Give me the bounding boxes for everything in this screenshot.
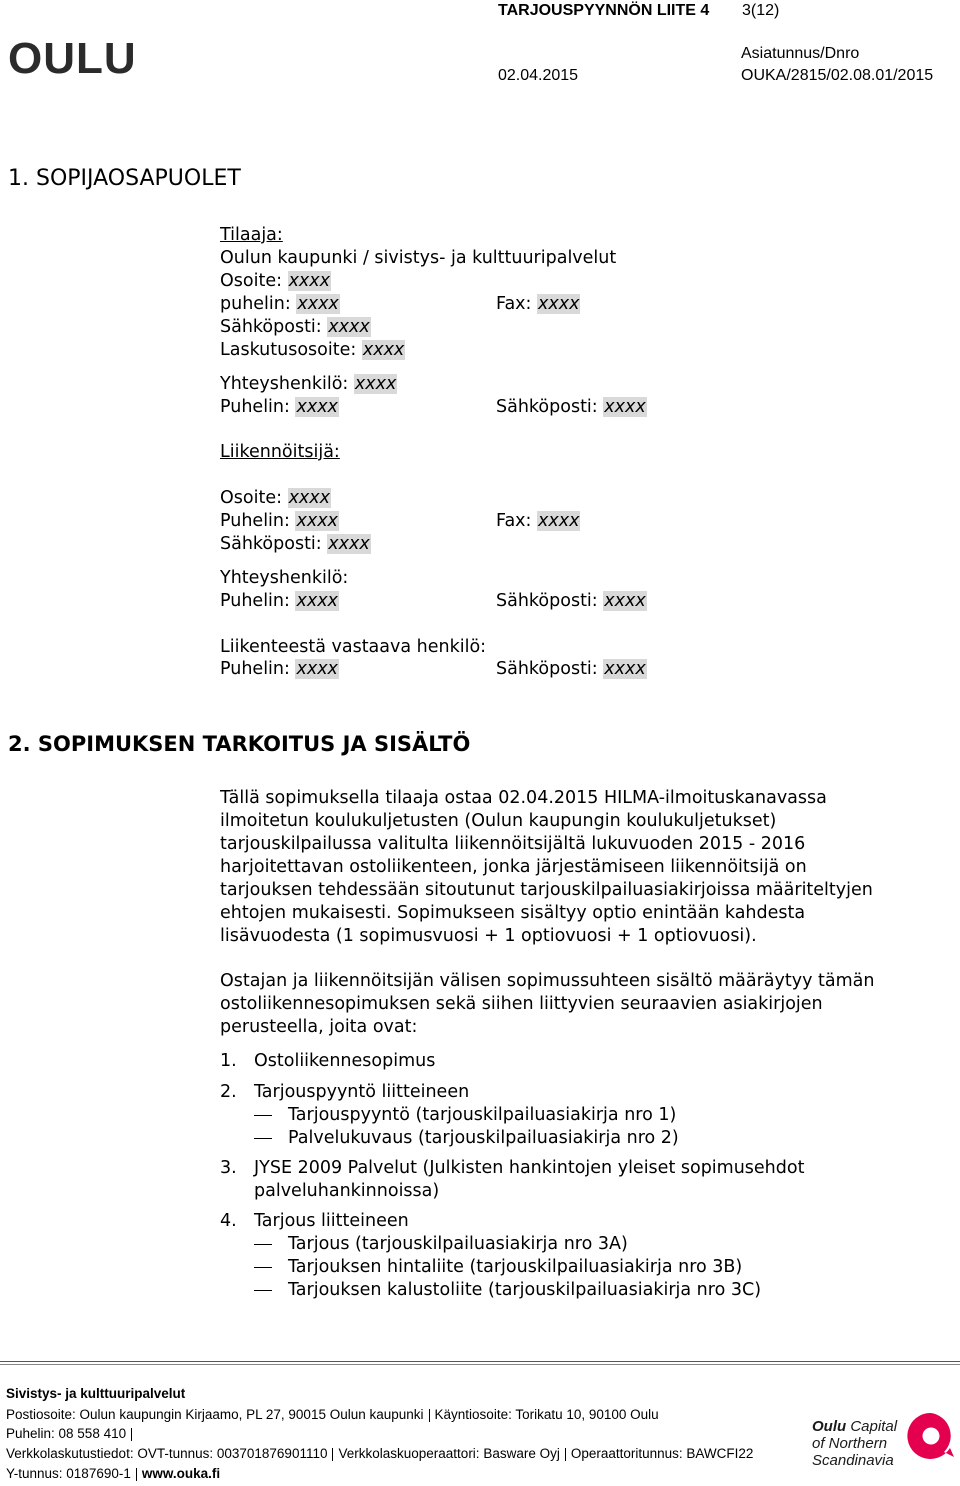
footer-org: Sivistys- ja kulttuuripalvelut xyxy=(6,1386,186,1401)
list-item-number: 2. xyxy=(220,1082,237,1102)
footer-divider xyxy=(0,1361,960,1362)
list-item-number: 4. xyxy=(220,1211,237,1231)
liikennoitsija-yhteys-puhelin: Puhelin: xxxx xyxy=(220,591,338,611)
tilaaja-puhelin: puhelin: xxxx xyxy=(220,294,339,314)
tilaaja-sahkoposti: Sähköposti: xxxx xyxy=(220,317,370,337)
document-title: TARJOUSPYYNNÖN LIITE 4 xyxy=(498,2,710,19)
page-number: 3(12) xyxy=(742,2,780,19)
liikennoitsija-sahkoposti: Sähköposti: xxxx xyxy=(220,534,370,554)
footer-phone: Puhelin: 08 558 410 xyxy=(6,1426,137,1441)
tilaaja-laskutusosoite: Laskutusosoite: xxxx xyxy=(220,340,405,360)
dash-bullet-icon xyxy=(254,1267,272,1268)
document-date: 02.04.2015 xyxy=(498,67,579,84)
placeholder-value: xxxx xyxy=(296,397,338,417)
oulu-speech-bubble-icon xyxy=(906,1411,956,1461)
placeholder-value: xxxx xyxy=(604,397,646,417)
sub-list-item: Tarjouspyyntö (tarjouskilpailuasiakirja nro 1) xyxy=(254,1104,676,1127)
section-2-title: 2. SOPIMUKSEN TARKOITUS JA SISÄLTÖ xyxy=(8,732,471,756)
reference-value: OUKA/2815/02.08.01/2015 xyxy=(741,67,934,84)
sub-list-item: Tarjouksen kalustoliite (tarjouskilpailuasiakirja nro 3C) xyxy=(254,1279,761,1302)
list-item: Ostoliikennesopimus xyxy=(254,1051,436,1071)
sub-list-item: Palvelukuvaus (tarjouskilpailuasiakirja nro 2) xyxy=(254,1127,679,1150)
section-1-title: 1. SOPIJAOSAPUOLET xyxy=(8,166,241,191)
liikennoitsija-fax: Fax: xxxx xyxy=(496,511,580,531)
liikennoitsija-heading: Liikennöitsijä: xyxy=(220,442,340,462)
liikennoitsija-osoite: Osoite: xxxx xyxy=(220,488,331,508)
liikennoitsija-puhelin: Puhelin: xxxx xyxy=(220,511,338,531)
oulu-logo: OULU xyxy=(8,34,137,83)
footer-business-id: Y-tunnus: 0187690-1 www.ouka.fi xyxy=(6,1466,221,1481)
liikennoitsija-yhteyshenkilo: Yhteyshenkilö: xyxy=(220,568,349,588)
placeholder-value: xxxx xyxy=(288,488,331,508)
website-link[interactable]: www.ouka.fi xyxy=(141,1466,221,1481)
paragraph-1: Tällä sopimuksella tilaaja ostaa 02.04.2015 HILMA-ilmoituskanavassa ilmoitetun koulukuljetusten (Oulun kaupungin koulukuljetukset) tarjouskilpailussa valitulta liikennöitsijältä lukuvuoden 2015 - 2016 harjoitettavan ostoliikenteen, jonka järjestämiseen liikennöitsijä on tarjouksen tehdessään sitoutunut tarjouskilpailuasiakirjoissa määriteltyjen ehtojen mukaisesti. Sopimukseen sisältyy optio enintään kahdesta lisävuodesta (1 sopimusvuosi + 1 optiovuosi + 1 optiovuosi). xyxy=(220,788,873,946)
dash-bullet-icon xyxy=(254,1115,272,1116)
dash-bullet-icon xyxy=(254,1244,272,1245)
placeholder-value: xxxx xyxy=(354,374,397,394)
dash-bullet-icon xyxy=(254,1290,272,1291)
placeholder-value: xxxx xyxy=(362,340,405,360)
list-item-number: 3. xyxy=(220,1158,237,1178)
liikennoitsija-yhteys-sahkoposti: Sähköposti: xxxx xyxy=(496,591,646,611)
reference-label: Asiatunnus/Dnro xyxy=(741,45,860,62)
tilaaja-osoite: Osoite: xxxx xyxy=(220,271,331,291)
placeholder-value: xxxx xyxy=(296,591,338,611)
placeholder-value: xxxx xyxy=(328,317,370,337)
placeholder-value: xxxx xyxy=(604,591,646,611)
placeholder-value: xxxx xyxy=(296,511,338,531)
list-item: Tarjous liitteineen xyxy=(254,1211,409,1231)
dash-bullet-icon xyxy=(254,1138,272,1139)
placeholder-value: xxxx xyxy=(604,659,646,679)
vastaava-puhelin: Puhelin: xxxx xyxy=(220,659,338,679)
paragraph-2: Ostajan ja liikennöitsijän välisen sopimussuhteen sisältö määräytyy tämän ostoliikennesopimuksen sekä siihen liittyvien seuraavien asiakirjojen perusteella, joita ovat: xyxy=(220,971,875,1037)
placeholder-value: xxxx xyxy=(328,534,370,554)
tilaaja-org: Oulun kaupunki / sivistys- ja kulttuuripalvelut xyxy=(220,248,617,268)
sub-list-item: Tarjouksen hintaliite (tarjouskilpailuasiakirja nro 3B) xyxy=(254,1256,742,1279)
list-item: Tarjouspyyntö liitteineen xyxy=(254,1082,470,1102)
tilaaja-yhteyshenkilo: Yhteyshenkilö: xxxx xyxy=(220,374,397,394)
sub-list-item: Tarjous (tarjouskilpailuasiakirja nro 3A) xyxy=(254,1233,628,1256)
list-item-number: 1. xyxy=(220,1051,237,1071)
placeholder-value: xxxx xyxy=(296,659,338,679)
footer-divider xyxy=(0,1364,960,1365)
footer-invoicing: Verkkolaskutustiedot: OVT-tunnus: 003701876901110 Verkkolaskuoperaattori: Basware Oyj Operaattoritunnus: BAWCFI22 xyxy=(6,1446,754,1461)
list-item-continuation: palveluhankinnoissa) xyxy=(254,1181,440,1201)
footer-address: Postiosoite: Oulun kaupungin Kirjaamo, PL 27, 90015 Oulun kaupunki Käyntiosoite: Torikatu 10, 90100 Oulu xyxy=(6,1407,659,1422)
vastaava-sahkoposti: Sähköposti: xxxx xyxy=(496,659,646,679)
tilaaja-yhteys-sahkoposti: Sähköposti: xxxx xyxy=(496,397,646,417)
tilaaja-yhteys-puhelin: Puhelin: xxxx xyxy=(220,397,338,417)
placeholder-value: xxxx xyxy=(538,511,580,531)
placeholder-value: xxxx xyxy=(538,294,580,314)
placeholder-value: xxxx xyxy=(297,294,339,314)
tilaaja-heading: Tilaaja: xyxy=(220,225,283,245)
vastaava-heading: Liikenteestä vastaava henkilö: xyxy=(220,637,487,657)
list-item: JYSE 2009 Palvelut (Julkisten hankintojen yleiset sopimusehdot xyxy=(254,1158,805,1178)
placeholder-value: xxxx xyxy=(288,271,331,291)
tilaaja-fax: Fax: xxxx xyxy=(496,294,580,314)
oulu-capital-brand: Oulu Capital of Northern Scandinavia xyxy=(812,1418,898,1469)
